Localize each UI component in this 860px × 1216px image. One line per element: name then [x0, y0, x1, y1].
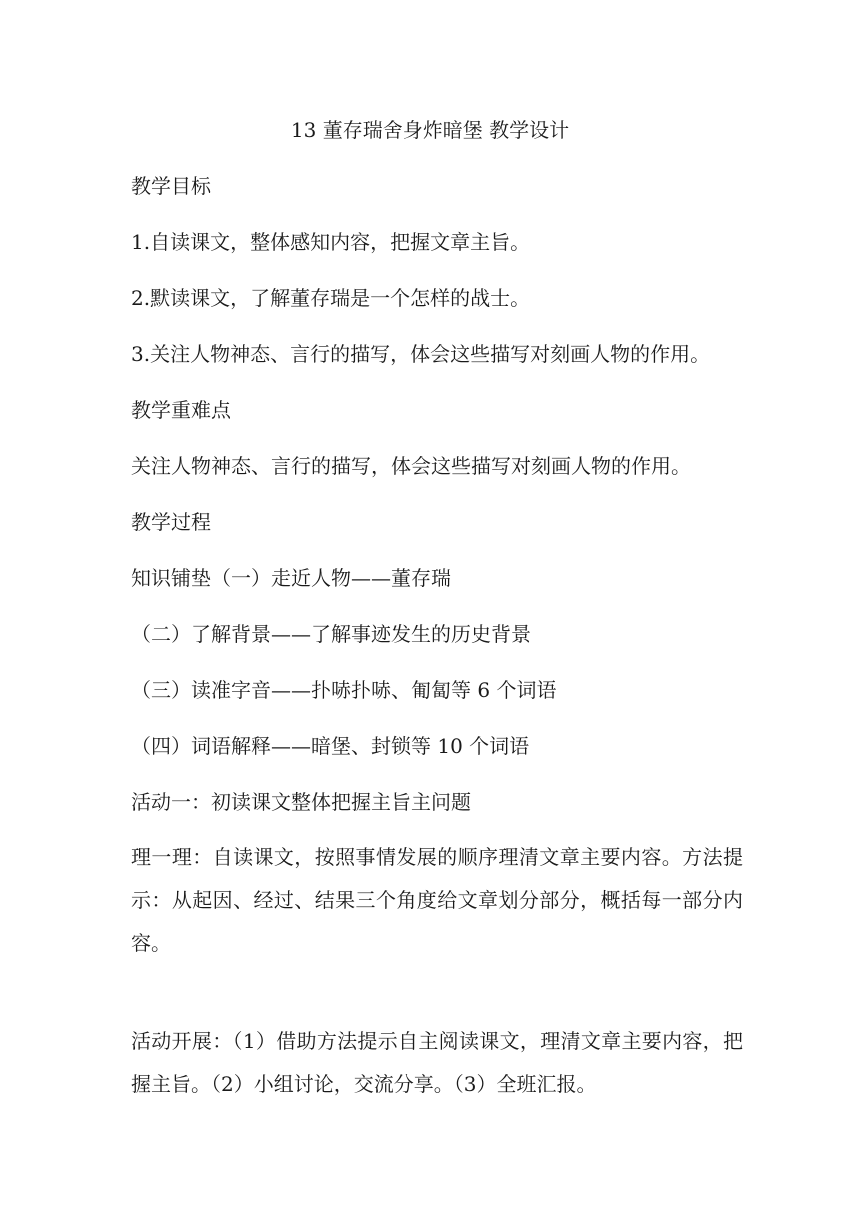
- activity-conduct-paragraph: 活动开展：（1）借助方法提示自主阅读课文，理清文章主要内容，把握主旨。（2）小组讨论，交流分享。（3）全班汇报。: [131, 1029, 743, 1096]
- heading-teaching-goals: 教学目标: [131, 174, 211, 198]
- goal-item-2: 2.默读课文，了解董存瑞是一个怎样的战士。: [131, 286, 531, 310]
- key-points-text: 关注人物神态、言行的描写，体会这些描写对刻画人物的作用。: [131, 454, 691, 478]
- goal-item-3: 3.关注人物神态、言行的描写，体会这些描写对刻画人物的作用。: [131, 342, 711, 366]
- goal-item-1: 1.自读课文，整体感知内容，把握文章主旨。: [131, 230, 531, 254]
- heading-key-points: 教学重难点: [131, 398, 231, 422]
- sort-out-paragraph: 理一理：自读课文，按照事情发展的顺序理清文章主要内容。方法提示：从起因、经过、结果三个角度给文章划分部分，概括每一部分内容。: [131, 845, 743, 955]
- document-title: 13 董存瑞舍身炸暗堡 教学设计: [290, 118, 570, 142]
- prep-item-3: （三）读准字音——扑哧扑哧、匍匐等 6 个词语: [131, 678, 557, 702]
- prep-item-2: （二）了解背景——了解事迹发生的历史背景: [131, 622, 531, 646]
- prep-item-4: （四）词语解释——暗堡、封锁等 10 个词语: [131, 734, 530, 758]
- activity-1-title: 活动一：初读课文整体把握主旨主问题: [131, 790, 471, 814]
- prep-item-1: 知识铺垫（一）走近人物——董存瑞: [131, 566, 451, 590]
- heading-teaching-process: 教学过程: [131, 510, 211, 534]
